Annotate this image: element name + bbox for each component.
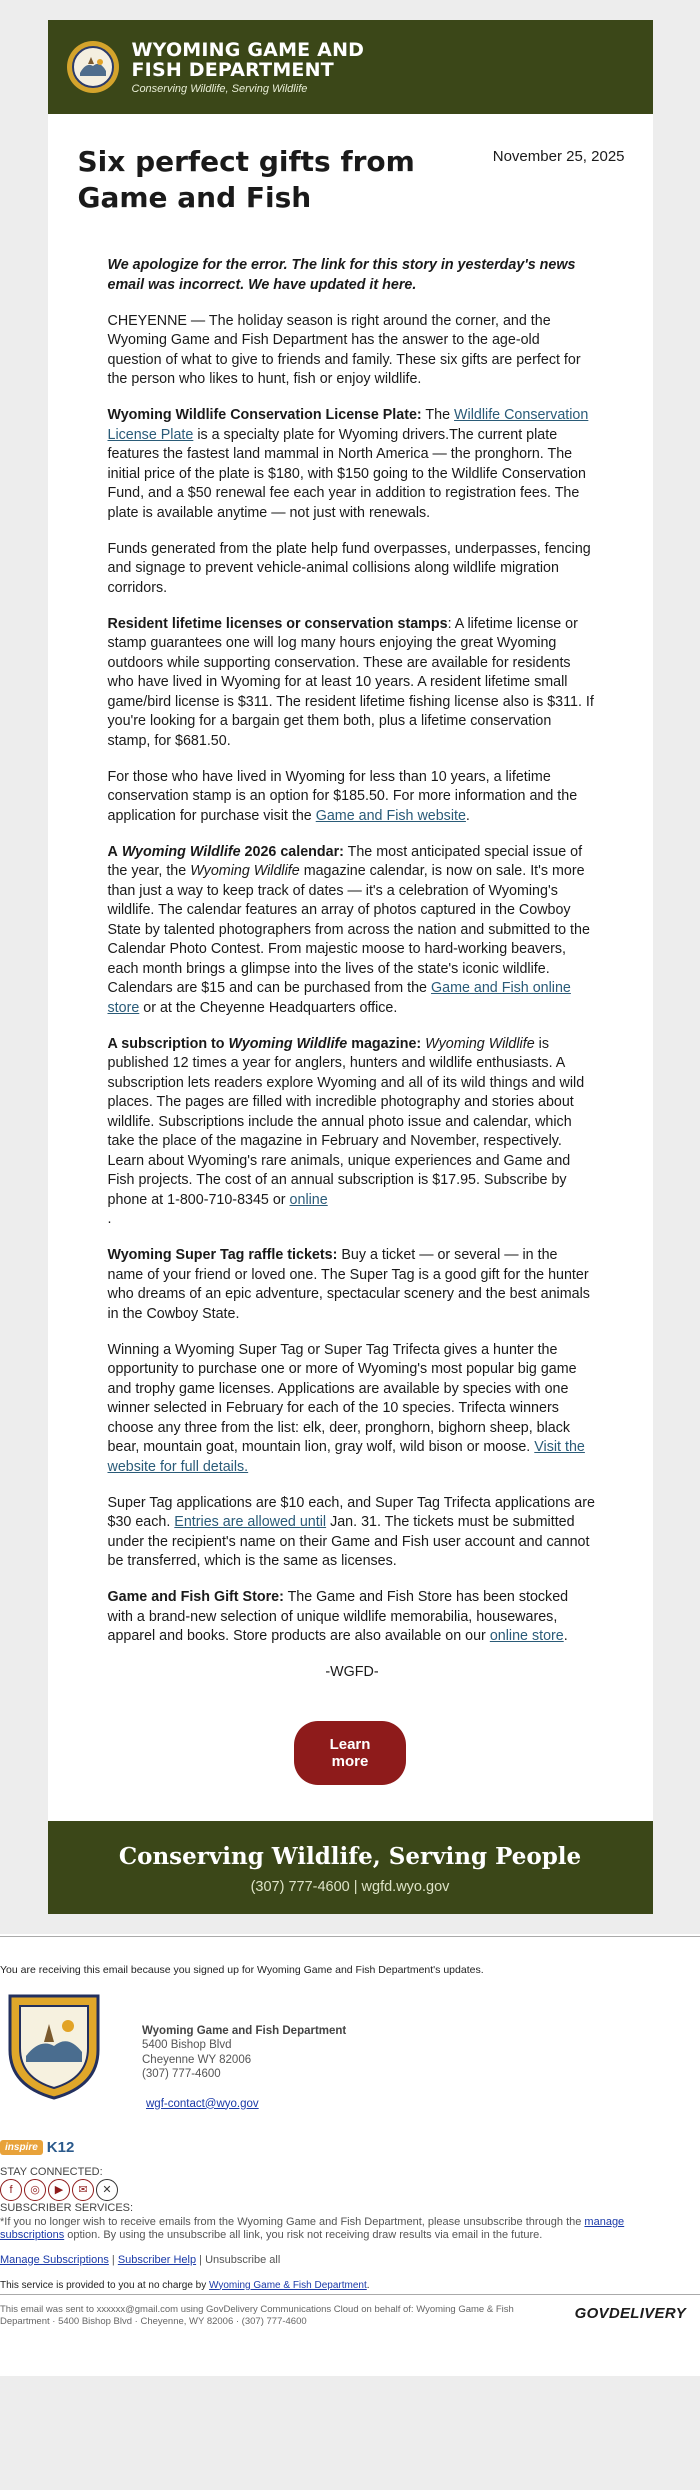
footer-band: [48, 1821, 653, 1914]
unsub-pre: *If you no longer wish to receive emails from the Wyoming Game and Fish Department, please unsubscribe through the: [0, 2215, 582, 2228]
plate-heading: Wyoming Wildlife Conservation License Plate:: [107, 407, 422, 423]
manage-subscriptions-link[interactable]: Manage Subscriptions: [0, 2253, 109, 2266]
partner-badges: [0, 2139, 74, 2156]
store-body: The Game and Fish Store has been stocked with a brand-new selection of unique wildlife memorabilia, housewares, apparel and books. Store products are also available on our: [107, 1589, 569, 1644]
title-row: [48, 114, 653, 216]
trifecta-paragraph: [108, 1341, 597, 1478]
plate-paragraph: [108, 406, 597, 523]
article-body: [48, 216, 653, 1683]
footer-contact[interactable]: (307) 777-4600 | wgfd.wyo.gov: [250, 1878, 450, 1895]
org-email-wrap: [146, 2098, 259, 2110]
subscription-heading-b: magazine:: [351, 1035, 422, 1052]
stay-connected-label: STAY CONNECTED:: [0, 2165, 103, 2178]
calendar-heading-a: A: [107, 843, 118, 860]
subscription-heading-mag: Wyoming Wildlife: [228, 1035, 348, 1052]
calendar-body-b: magazine calendar, is now on sale. It's more than just a way to keep track of dates — it's a celebration of Wyoming's wildlife. The calendar features an array of photos captured in the Cowboy State by talented photographers from across the nation and submitted to the Calendar Photo Contest. From majestic moose to hard-working beavers, each month brings a glimpse into the lives of the state's iconic wildlife. Calendars are $15 and can be purchased from the: [107, 863, 590, 996]
article-date: November 25, 2025: [492, 148, 625, 165]
unsub-post: option. By using the unsubscribe all link, you risk not receiving draw results via email in the future.: [67, 2228, 543, 2241]
social-links: [0, 2179, 118, 2201]
facebook-icon[interactable]: f: [0, 2179, 22, 2201]
apology-note: We apologize for the error. The link for this story in yesterday's news email was incorrect. We have updated it here.: [107, 257, 576, 293]
org-name: Wyoming Game and Fish Department: [142, 2024, 347, 2037]
store-online-link[interactable]: online store: [489, 1628, 564, 1644]
inspire-badge[interactable]: inspire: [0, 2140, 43, 2155]
legal-footer: [0, 1934, 700, 2376]
org-address: [142, 2024, 346, 2082]
youtube-icon[interactable]: ▶: [48, 2179, 70, 2201]
signup-notice: You are receiving this email because you signed up for Wyoming Game and Fish Department's updates.: [0, 1963, 484, 1976]
plate-link[interactable]: Wildlife Conservation License Plate: [107, 407, 589, 443]
brand-name-line2: FISH DEPARTMENT: [131, 58, 334, 81]
brand-name-line1: WYOMING GAME AND: [131, 38, 365, 61]
subscriber-help-link[interactable]: Subscriber Help: [117, 2253, 197, 2266]
sent-note: This email was sent to xxxxxx@gmail.com using GovDelivery Communications Cloud on behalf of: Wyoming Game & Fish Department · 5400 Bishop Blvd · Cheyenne, WY 82006 · (307) 777-4600: [0, 2303, 514, 2327]
lifetime-short-body: For those who have lived in Wyoming for less than 10 years, a lifetime conservation stamp is an option for $185.50. For more information and the application for purchase visit the: [107, 768, 578, 824]
x-twitter-icon[interactable]: ✕: [96, 2179, 118, 2201]
supertag-body: Buy a ticket — or several — in the name of your friend or loved one. The Super Tag is a good gift for the hunter who dreams of an epic adventure, spectacular scenery and the best animals in the Cowboy State.: [107, 1247, 590, 1322]
supertag-heading: Wyoming Super Tag raffle tickets:: [107, 1247, 338, 1263]
govdelivery-logo[interactable]: GOVDELIVERY: [574, 2304, 686, 2322]
full-details-link[interactable]: Visit the website for full details.: [107, 1439, 585, 1475]
wgfd-logo-icon[interactable]: [66, 40, 120, 94]
brand-tagline: Conserving Wildlife, Serving Wildlife: [131, 82, 308, 95]
game-fish-website-link[interactable]: Game and Fish website: [315, 807, 466, 824]
calendar-paragraph: [108, 843, 597, 1019]
email-header: [48, 20, 653, 114]
subscribe-online-link[interactable]: online: [289, 1191, 328, 1208]
prices-body: Super Tag applications are $10 each, and Super Tag Trifecta applications are $30 each.: [107, 1494, 595, 1530]
intro-paragraph: CHEYENNE — The holiday season is right around the corner, and the Wyoming Game and Fish Department has the answer to the age-old question of what to give to friends and family. These six gifts are perfect for the person who likes to hunt, fish or enjoy wildlife.: [107, 312, 581, 387]
plate-funds-paragraph: Funds generated from the plate help fund overpasses, underpasses, fencing and signage to prevent vehicle-animal collisions along wildlife migration corridors.: [107, 540, 591, 596]
cta-wrap: [48, 1683, 653, 1821]
article-title: Six perfect gifts from Game and Fish: [77, 145, 415, 214]
org-phone: (307) 777-4600: [142, 2068, 221, 2080]
unsubscribe-note: [0, 2216, 690, 2242]
calendar-body-a: The most anticipated special issue of the year, the: [107, 843, 583, 879]
service-end: .: [366, 2279, 370, 2291]
plate-pre: The: [425, 407, 451, 423]
online-store-link[interactable]: Game and Fish online store: [107, 980, 571, 1016]
subscription-body-mag: Wyoming Wildlife: [425, 1035, 535, 1052]
unsubscribe-all-link[interactable]: Unsubscribe all: [205, 2253, 281, 2266]
org-city: Cheyenne WY 82006: [142, 2053, 252, 2066]
subscription-links: [0, 2254, 280, 2266]
instagram-icon[interactable]: ◎: [24, 2179, 46, 2201]
wgfd-seal-icon: [6, 1990, 102, 2100]
email-icon[interactable]: ✉: [72, 2179, 94, 2201]
divider: [0, 2294, 700, 2295]
lifetime-short-paragraph: [108, 768, 597, 827]
org-street: 5400 Bishop Blvd: [142, 2039, 232, 2051]
separator: |: [111, 2253, 115, 2266]
store-paragraph: [108, 1588, 597, 1647]
subscription-heading-a: A subscription to: [107, 1035, 225, 1052]
subscription-body: is published 12 times a year for anglers, hunters and wildlife enthusiasts. A subscription lets readers explore Wyoming and all of its wild things and wild places. The pages are filled with incredible photography and stories about wildlife. Subscriptions include the annual photo issue and calendar, which take the place of the magazine in February and November, respectively. Learn about Wyoming's rare animals, unique experiences and Game and Fish projects. The cost of an annual subscription is $17.95. Subscribe by phone at 1-800-710-8345 or: [107, 1035, 585, 1208]
calendar-heading-mag: Wyoming Wildlife: [121, 843, 241, 860]
divider: [0, 1936, 700, 1937]
lifetime-heading: Resident lifetime licenses or conservation stamps: [107, 615, 448, 632]
subscriber-services-label: SUBSCRIBER SERVICES:: [0, 2201, 134, 2214]
subscription-paragraph: [108, 1035, 597, 1230]
learn-more-button[interactable]: Learn more: [294, 1721, 406, 1785]
calendar-heading-b: 2026 calendar:: [244, 843, 344, 860]
prices-paragraph: [108, 1494, 597, 1572]
manage-subscriptions-inline-link[interactable]: manage subscriptions: [0, 2215, 625, 2241]
email-body: [48, 20, 653, 1914]
lifetime-body: : A lifetime license or stamp guarantees one will log many hours enjoying the great Wyoming outdoors while supporting conservation. These are available for residents who have lived in Wyoming for at least 10 years. A resident lifetime small game/bird license is $311. The resident lifetime fishing license also is $311. If you're looking for a bargain get them both, plus a lifetime conservation stamp, for $681.50.: [107, 615, 594, 749]
service-note: [0, 2280, 370, 2291]
store-end: .: [563, 1628, 568, 1644]
k12-badge[interactable]: K12: [46, 2138, 75, 2156]
calendar-body-mag: Wyoming Wildlife: [190, 863, 300, 879]
supertag-paragraph: [108, 1246, 597, 1324]
lifetime-short-end: .: [465, 807, 470, 824]
footer-slogan: Conserving Wildlife, Serving People: [118, 1842, 582, 1870]
lifetime-paragraph: [108, 615, 597, 752]
store-heading: Game and Fish Gift Store:: [107, 1589, 284, 1605]
service-pre: This service is provided to you at no charge by: [0, 2279, 207, 2291]
service-provider-link[interactable]: Wyoming Game & Fish Department: [209, 2279, 367, 2291]
entries-link[interactable]: Entries are allowed until: [174, 1514, 327, 1530]
prices-end: Jan. 31. The tickets must be submitted under the recipient's name on their Game and Fish user account and cannot be transferred, which is the same as licenses.: [107, 1514, 590, 1569]
subscription-end: .: [107, 1211, 112, 1227]
separator: |: [199, 2253, 203, 2266]
plate-body: is a specialty plate for Wyoming drivers.The current plate features the fastest land mammal in North America — the pronghorn. The initial price of the plate is $180, with $150 going to the Wildlife Conservation Fund, and a $50 renewal fee each year in addition to registration fees. The plate is available anytime — not just with renewals.: [107, 426, 586, 521]
brand: [132, 40, 365, 95]
org-email-link[interactable]: wgf-contact@wyo.gov: [146, 2097, 259, 2110]
trifecta-body: Winning a Wyoming Super Tag or Super Tag Trifecta gives a hunter the opportunity to purchase one or more of Wyoming's most popular big game and trophy game licenses. Applications are available by species with one winner selected in February for each of the 10 species. Trifecta winners choose any three from the list: elk, deer, pronghorn, bighorn sheep, black bear, mountain goat, mountain lion, gray wolf, wild bison or moose.: [107, 1341, 577, 1455]
calendar-end: or at the Cheyenne Headquarters office.: [143, 999, 398, 1016]
signoff: -WGFD-: [325, 1664, 379, 1680]
